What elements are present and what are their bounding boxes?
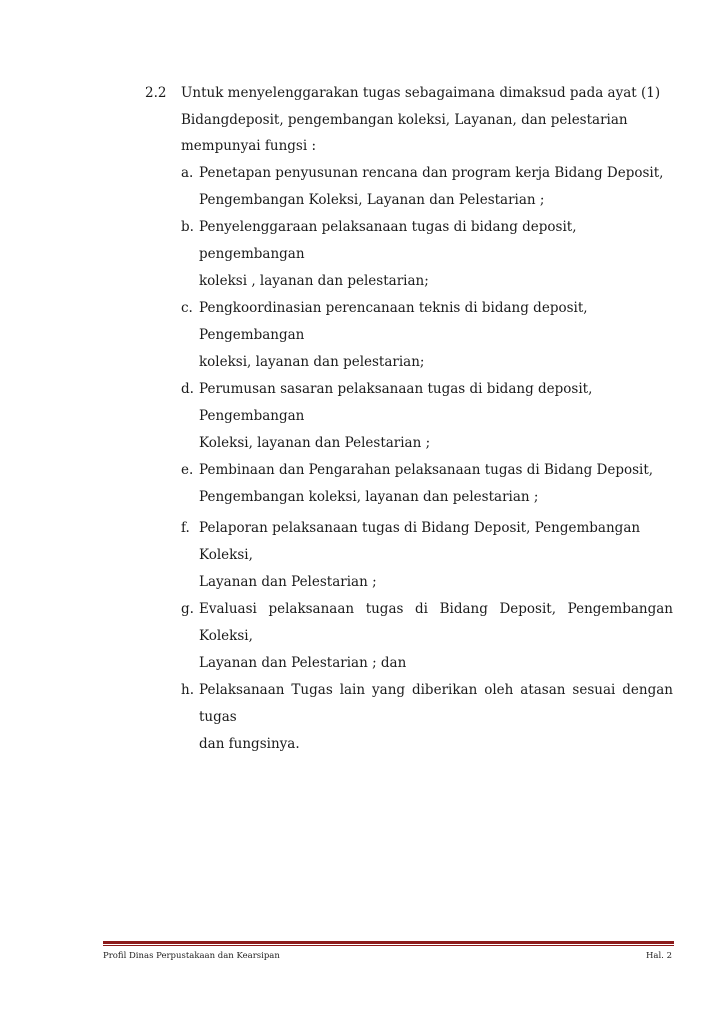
list-item-letter: b. — [181, 218, 194, 235]
list-item — [181, 677, 673, 758]
list-item-letter: c. — [181, 299, 193, 316]
footer-divider-thin — [103, 945, 674, 946]
list-item-text: Perumusan sasaran pelaksanaan tugas di bidang deposit, Pengembangan Koleksi, layanan dan Pelestarian ; — [199, 380, 593, 451]
section-heading — [145, 80, 685, 160]
section-number: 2.2 — [145, 85, 167, 101]
list-item — [181, 376, 673, 457]
list-item-letter: g. — [181, 600, 194, 617]
list-item — [181, 295, 673, 376]
list-item-text: Evaluasi pelaksanaan tugas di Bidang Deposit, Pengembangan Koleksi, Layanan dan Pelestarian ; dan — [199, 600, 673, 671]
section-intro-text: Untuk menyelenggarakan tugas sebagaimana dimaksud pada ayat (1) Bidangdeposit, pengembangan koleksi, Layanan, dan pelestarian mempunyai fungsi : — [181, 85, 661, 154]
list-item-text: Pengkoordinasian perencanaan teknis di bidang deposit, Pengembangan koleksi, layanan dan pelestarian; — [199, 299, 588, 370]
list-item-letter: h. — [181, 681, 194, 698]
list-item-letter: e. — [181, 461, 194, 478]
list-item-letter: f. — [181, 519, 190, 536]
list-item-text: Penetapan penyusunan rencana dan program kerja Bidang Deposit, Pengembangan Koleksi, Layanan dan Pelestarian ; — [199, 164, 664, 208]
list-item — [181, 515, 673, 596]
list-item — [181, 160, 673, 214]
list-item — [181, 596, 673, 677]
function-list — [181, 160, 673, 758]
list-item-text: Pembinaan dan Pengarahan pelaksanaan tugas di Bidang Deposit, Pengembangan koleksi, layanan dan pelestarian ; — [199, 461, 654, 505]
page-number: Hal. 2 — [645, 951, 672, 961]
list-item-text: Penyelenggaraan pelaksanaan tugas di bidang deposit, pengembangan koleksi , layanan dan pelestarian; — [199, 218, 577, 289]
footer-divider — [103, 941, 674, 944]
list-item-text: Pelaporan pelaksanaan tugas di Bidang Deposit, Pengembangan Koleksi, Layanan dan Pelestarian ; — [199, 519, 641, 590]
footer-title: Profil Dinas Perpustakaan dan Kearsipan — [103, 951, 280, 961]
list-item-letter: a. — [181, 164, 194, 181]
section-2-2 — [145, 80, 685, 758]
list-item — [181, 214, 673, 295]
list-item-letter: d. — [181, 380, 194, 397]
list-item — [181, 457, 673, 511]
list-item-text: Pelaksanaan Tugas lain yang diberikan oleh atasan sesuai dengan tugas dan fungsinya. — [199, 681, 673, 752]
